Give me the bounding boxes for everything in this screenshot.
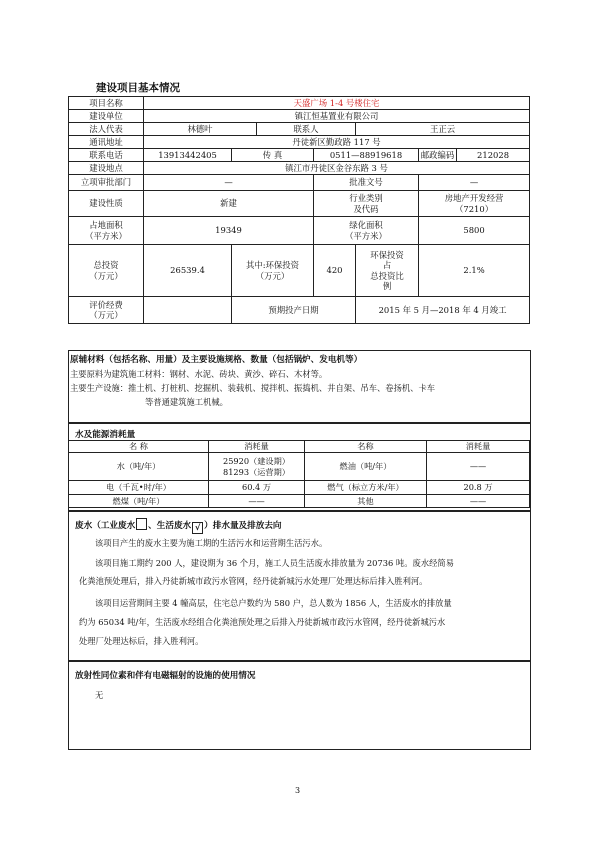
radiation-heading: 放射性同位素和伴有电磁辐射的设施的使用情况 [75, 671, 256, 681]
radiation-value: 无 [95, 690, 104, 700]
waste-water-section [68, 510, 531, 662]
eval-fee-value [144, 297, 232, 324]
industry-value: 房地产开发经营 （7210） [419, 191, 530, 217]
page-number: 3 [294, 786, 301, 795]
energy-heading: 水及能源消耗量 [75, 430, 136, 440]
industry-label: 行业类别 及代码 [314, 191, 419, 217]
green-label: 绿化面积 （平方米） [314, 217, 419, 245]
legal-label: 法人代表 [69, 123, 144, 136]
phone-label: 联系电话 [69, 149, 144, 162]
waste-p2b: 化粪池预处理后，排入丹徒新城市政污水管网，经丹徒新城污水处理厂处理达标后排入胜利河。 [79, 576, 428, 586]
oil-value: —— [427, 453, 530, 481]
date-value: 2015 年 5 月—2018 年 4 月竣工 [356, 297, 530, 324]
site-value: 镇江市丹徒区金谷东路 3 号 [144, 162, 530, 175]
env-invest-label: 其中:环保投资 （万元） [232, 245, 314, 297]
unit-value: 镇江恒基置业有限公司 [144, 110, 530, 123]
other-value: —— [427, 495, 530, 508]
project-name-value: 天盛广场 1-4 号楼住宅 [144, 97, 530, 110]
waste-p3a: 该项目运营期间主要 4 幢高层，住宅总户数约为 580 户，总人数为 1856 人，生活废水的排放量 [95, 598, 452, 608]
env-ratio-label: 环保投资 占 总投资比 例 [356, 245, 419, 297]
env-invest-value: 420 [314, 245, 356, 297]
waste-p1: 该项目产生的废水主要为施工期的生活污水和运营期生活污水。 [95, 538, 328, 548]
eval-fee-label: 评价经费 （万元） [69, 297, 144, 324]
approval-no-value: — [419, 175, 530, 191]
gas-label: 燃气（标立方米/年） [305, 481, 427, 495]
waste-p3b: 约为 65034 吨/年，生活废水经组合化粪池预处理之后排入丹徒新城市政污水管网，经丹徒新城污水 [79, 617, 446, 627]
waste-p2a: 该项目施工期约 200 人，建设期为 36 个月，施工人员生活废水排放量为 20736 吨。废水经简易 [95, 558, 455, 568]
water-label: 水（吨/年） [69, 453, 209, 481]
env-ratio-value: 2.1% [419, 245, 530, 297]
zip-label: 邮政编码 [419, 149, 457, 162]
zip-value: 212028 [457, 149, 530, 162]
section-title: 建设项目基本情况 [96, 82, 180, 94]
invest-value: 26539.4 [144, 245, 232, 297]
energy-col-name: 名 称 [69, 441, 209, 453]
energy-col-amount: 消耗量 [209, 441, 305, 453]
raw-line-3: 等普通建筑施工机械。 [145, 397, 228, 407]
gas-value: 20.8 万 [427, 481, 530, 495]
approval-no-label: 批准文号 [314, 175, 419, 191]
elec-value: 60.4 万 [209, 481, 305, 495]
legal-value: 林德叶 [144, 123, 257, 136]
raw-heading: 原辅材料（包括名称、用量）及主要设施规格、数量（包括锅炉、发电机等） [70, 355, 363, 365]
coal-label: 燃煤（吨/年） [69, 495, 209, 508]
waste-p3c: 处理厂处理达标后，排入胜利河。 [79, 636, 204, 646]
unit-label: 建设单位 [69, 110, 144, 123]
site-label: 建设地点 [69, 162, 144, 175]
nature-value: 新建 [144, 191, 314, 217]
other-label: 其他 [305, 495, 427, 508]
industrial-checkbox [136, 518, 147, 530]
raw-materials-section [68, 350, 531, 424]
water-value: 25920（建设期） 81293（运营期） [209, 453, 305, 481]
phone-value: 13913442405 [144, 149, 232, 162]
invest-label: 总投资 （万元） [69, 245, 144, 297]
contact-value: 王正云 [356, 123, 530, 136]
nature-label: 建设性质 [69, 191, 144, 217]
green-value: 5800 [419, 217, 530, 245]
elec-label: 电（千瓦•时/年） [69, 481, 209, 495]
basic-info-table [68, 96, 530, 324]
area-value: 19349 [144, 217, 314, 245]
area-label: 占地面积 （平方米） [69, 217, 144, 245]
energy-col-name-2: 名称 [305, 441, 427, 453]
waste-heading: 废水（工业废水 、生活废水 √ ）排水量及排放去向 [75, 518, 282, 534]
energy-table [68, 440, 530, 508]
date-label: 预期投产日期 [232, 297, 356, 324]
fax-value: 0511—88919618 [314, 149, 419, 162]
raw-line-2: 主要生产设施：推土机、打桩机、挖掘机、装载机、搅拌机、振捣机、井自架、吊车、卷扬机、卡车 [70, 383, 436, 393]
address-value: 丹徒新区勤政路 117 号 [144, 136, 530, 149]
energy-col-amount-2: 消耗量 [427, 441, 530, 453]
coal-value: —— [209, 495, 305, 508]
project-name-label: 项目名称 [69, 97, 144, 110]
fax-label: 传 真 [232, 149, 314, 162]
address-label: 通讯地址 [69, 136, 144, 149]
oil-label: 燃油（吨/年） [305, 453, 427, 481]
domestic-checkbox: √ [192, 522, 203, 534]
raw-line-1: 主要原料为建筑施工材料：钢材、水泥、砖块、黄沙、碎石、木材等。 [70, 369, 328, 379]
approval-dept-value: — [144, 175, 314, 191]
radiation-section [68, 660, 531, 750]
contact-label: 联系人 [257, 123, 356, 136]
approval-dept-label: 立项审批部门 [69, 175, 144, 191]
